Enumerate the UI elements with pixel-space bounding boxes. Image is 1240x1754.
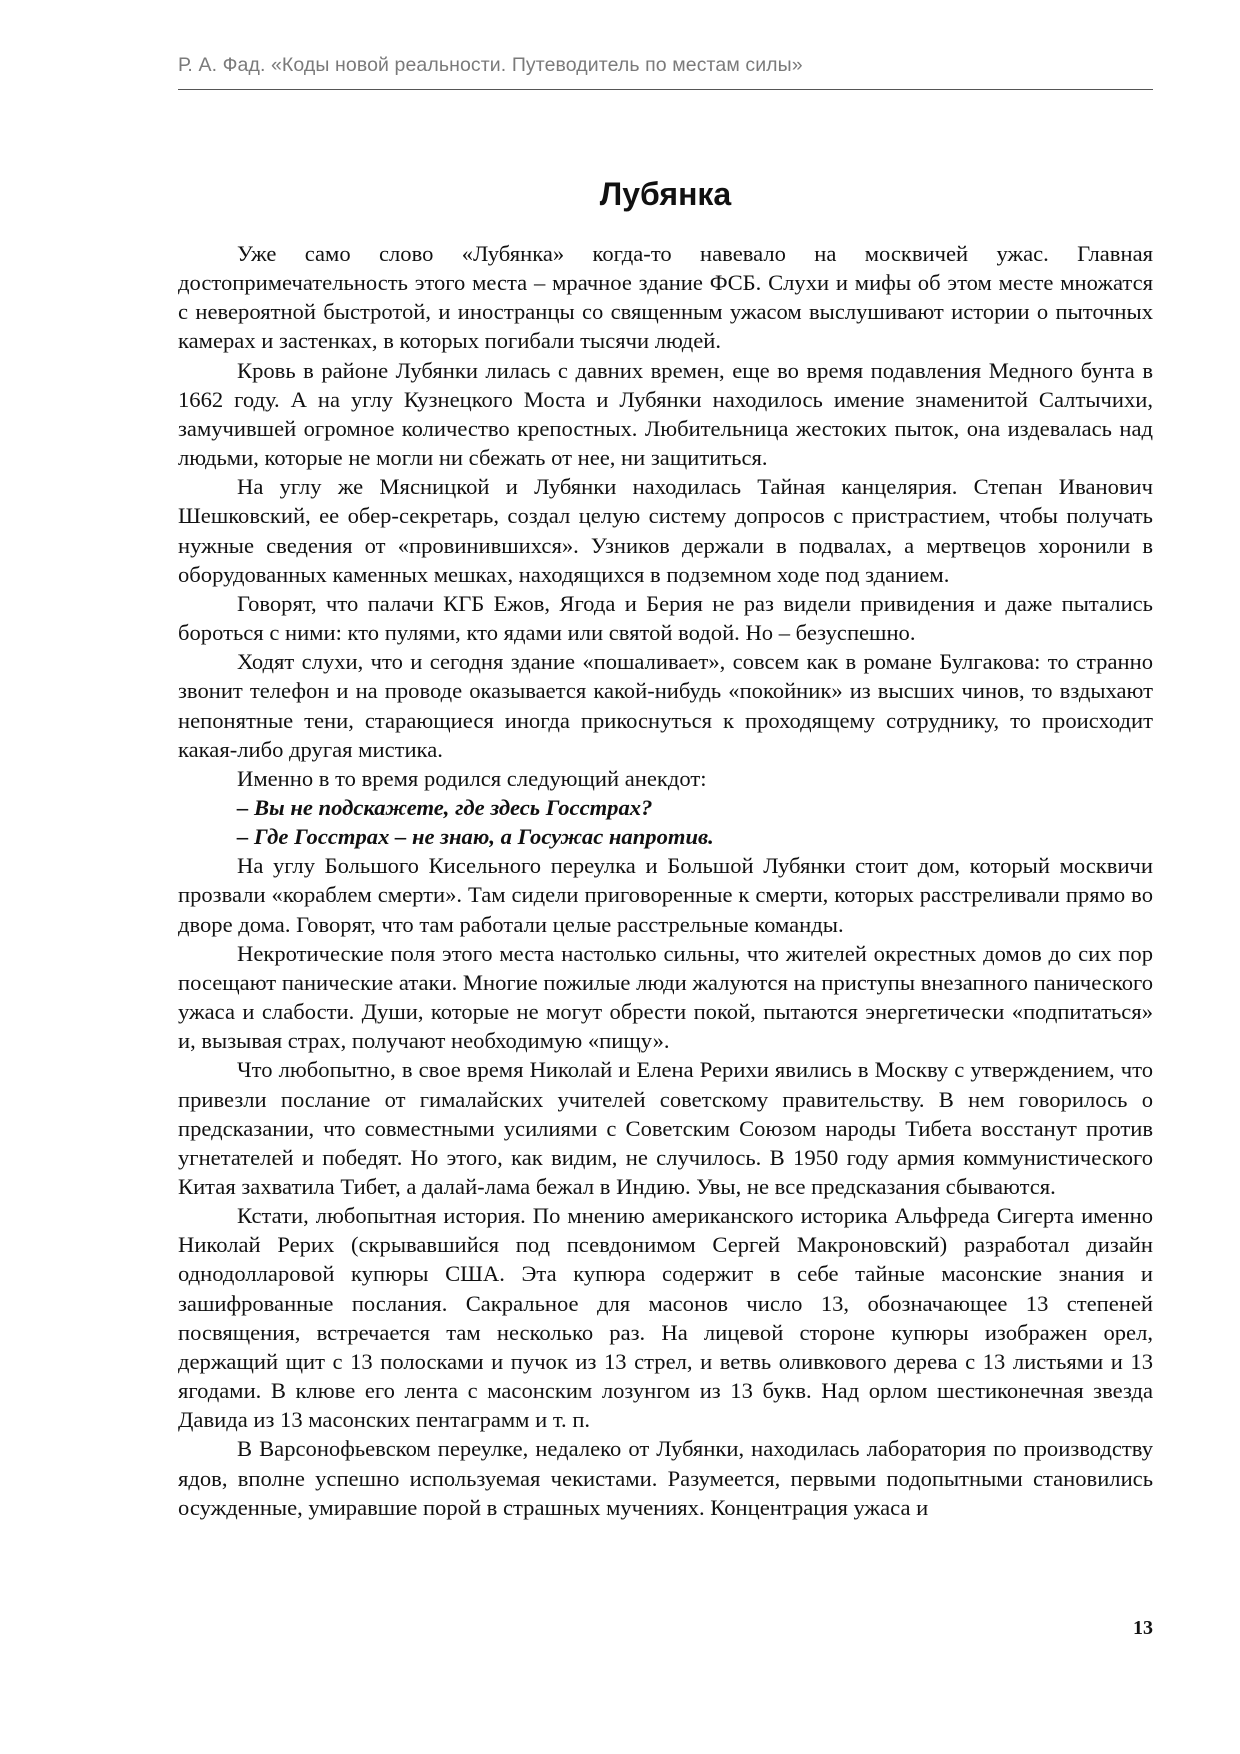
paragraph: Именно в то время родился следующий анекдот: — [237, 765, 707, 791]
paragraph: В Варсонофьевском переулке, недалеко от Лубянки, находилась лаборатория по производству ядов, вполне успешно используемая чекистами. Разумеется, первыми подопытными становились осужденные, умиравшие порой в страшных мучениях. Концентрация ужаса и — [178, 1436, 1153, 1520]
paragraph: Кровь в районе Лубянки лилась с давних времен, еще во время подавления Медного бунта в 1662 году. А на углу Кузнецкого Моста и Лубянки находилось имение знаменитой Салтычихи, замучившей огромное количество крепостных. Любительница жестоких пыток, она издевалась над людьми, которые не могли ни сбежать от нее, ни защититься. — [178, 357, 1153, 471]
running-header: Р. А. Фад. «Коды новой реальности. Путеводитель по местам силы» — [178, 54, 803, 76]
paragraph: На углу же Мясницкой и Лубянки находилась Тайная канцелярия. Степан Иванович Шешковский, ее обер-секретарь, создал целую систему допросов с пристрастием, чтобы получать нужные сведения от «провинившихся». Узников держали в подвалах, а мертвецов хоронили в оборудованных каменных мешках, находящихся в подземном ходе под зданием. — [178, 474, 1153, 587]
paragraph: Уже само слово «Лубянка» когда-то навевало на москвичей ужас. Главная достопримечательность этого места – мрачное здание ФСБ. Слухи и мифы об этом месте множатся с невероятной быстротой, и иностранцы со священным ужасом выслушивают истории о пыточных камерах и застенках, в которых погибали тысячи людей. — [178, 241, 1153, 354]
page-title: Лубянка — [599, 176, 732, 212]
dialogue-line: – Где Госстрах – не знаю, а Госужас напротив. — [237, 824, 714, 850]
paragraph: Говорят, что палачи КГБ Ежов, Ягода и Берия не раз видели привидения и даже пытались бороться с ними: кто пулями, кто ядами или святой водой. Но – безуспешно. — [178, 590, 1153, 646]
paragraph: Кстати, любопытная история. По мнению американского историка Альфреда Сигерта именно Николай Рерих (скрывавшийся под псевдонимом Сергей Макроновский) разработал дизайн однодолларовой купюры США. Эта купюра содержит в себе тайные масонские знания и зашифрованные послания. Сакральное для масонов число 13, обозначающее 13 степеней посвящения, встречается там несколько раз. На лицевой стороне купюры изображен орел, держащий щит с 13 полосками и пучок из 13 стрел, и ветвь оливкового дерева с 13 листьями и 13 ягодами. В клюве его лента с масонским лозунгом из 13 букв. Над орлом шестиконечная звезда Давида из 13 масонских пентаграмм и т. п. — [178, 1203, 1153, 1433]
paragraph: Что любопытно, в свое время Николай и Елена Рерихи явились в Москву с утверждением, что привезли послание от гималайских учителей советскому правительству. В нем говорилось о предсказании, что совместными усилиями с Советским Союзом народы Тибета восстанут против угнетателей и победят. Но этого, как видим, не случилось. В 1950 году армия коммунистического Китая захватила Тибет, а далай-лама бежал в Индию. Увы, не все предсказания сбываются. — [178, 1057, 1153, 1199]
header-divider — [178, 89, 1153, 90]
page-number: 13 — [1133, 1617, 1153, 1639]
paragraph: Ходят слухи, что и сегодня здание «пошаливает», совсем как в романе Булгакова: то странно звонит телефон и на проводе оказывается какой-нибудь «покойник» из высших чинов, то вздыхают непонятные тени, старающиеся иногда прикоснуться к проходящему сотруднику, то происходит какая-либо другая мистика. — [178, 649, 1153, 762]
paragraph: На углу Большого Кисельного переулка и Большой Лубянки стоит дом, который москвичи прозвали «кораблем смерти». Там сидели приговоренные к смерти, которых расстреливали прямо во дворе дома. Говорят, что там работали целые расстрельные команды. — [178, 853, 1153, 937]
dialogue-line: – Вы не подскажете, где здесь Госстрах? — [237, 794, 653, 820]
article-body — [178, 239, 1153, 1522]
paragraph: Некротические поля этого места настолько сильны, что жителей окрестных домов до сих пор посещают панические атаки. Многие пожилые люди жалуются на приступы внезапного панического ужаса и слабости. Души, которые не могут обрести покой, пытаются энергетически «подпитаться» и, вызывая страх, получают необходимую «пищу». — [178, 940, 1153, 1054]
